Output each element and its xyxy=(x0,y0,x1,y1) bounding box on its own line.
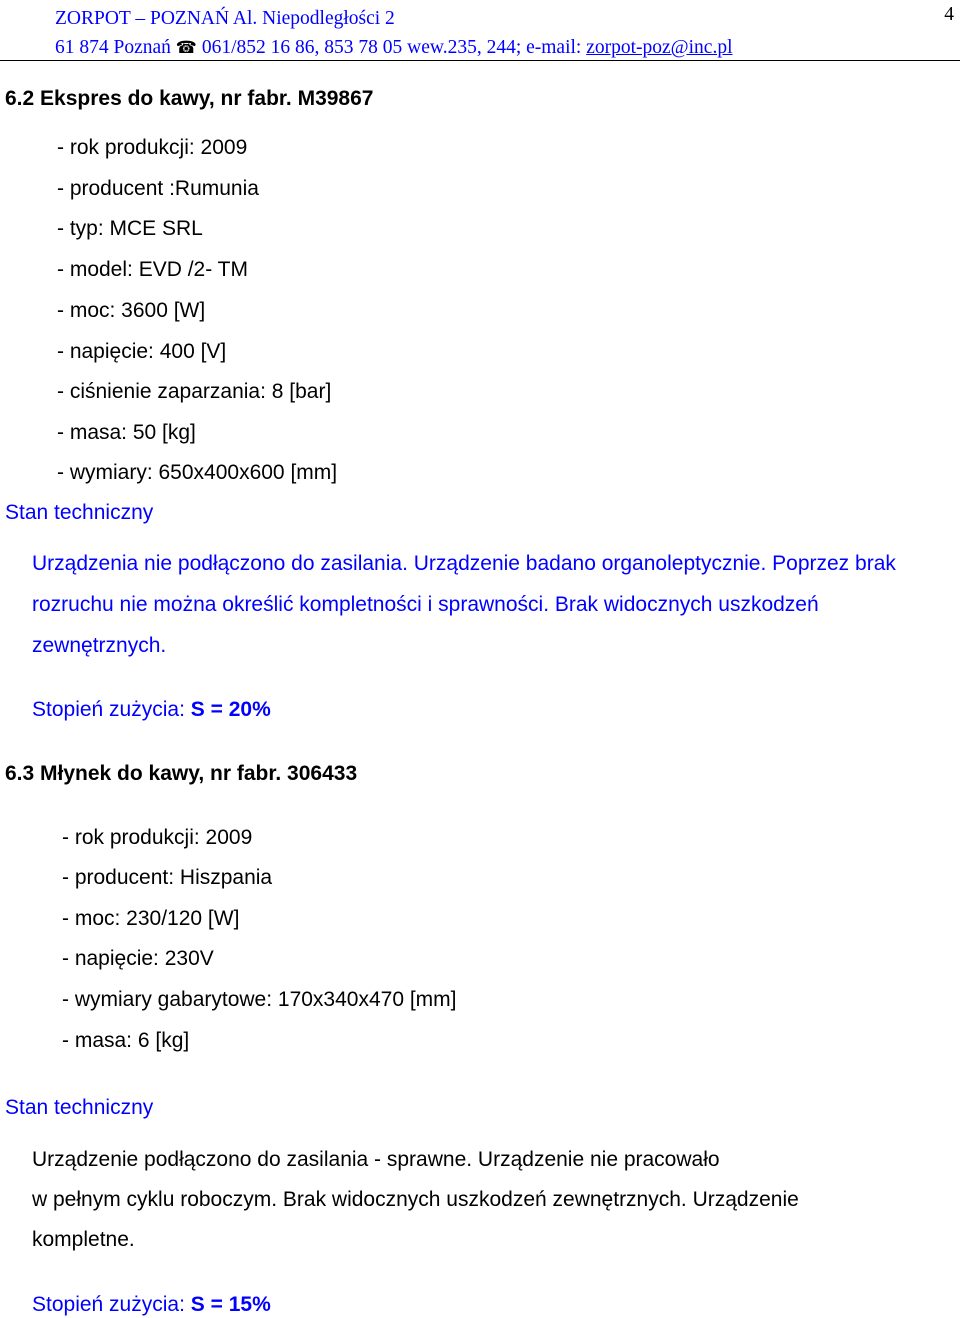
state-description: Urządzenia nie podłączono do zasilania. Urządzenie badano organoleptycznie. Poprzez brak rozruchu nie można określić kompletności i sprawności. Brak widocznych uszkodzeń zewnętrznych. xyxy=(32,552,896,657)
wear-level xyxy=(32,1293,271,1317)
section-heading: 6.3 Młynek do kawy, nr fabr. 306433 xyxy=(5,762,358,785)
list-item: - model: EVD /2- TM xyxy=(57,258,248,281)
header-phones: 061/852 16 86, 853 78 05 wew.235, 244; e-mail: xyxy=(201,37,587,58)
wear-label: Stopień zużycia: xyxy=(32,1293,191,1316)
list-item: - masa: 50 [kg] xyxy=(57,421,196,444)
list-item: - masa: 6 [kg] xyxy=(62,1029,190,1052)
state-description-line: Urządzenie podłączono do zasilania - sprawne. Urządzenie nie pracowało xyxy=(32,1148,720,1171)
list-item: - producent :Rumunia xyxy=(57,177,259,200)
page-header xyxy=(55,4,955,63)
list-item: - moc: 230/120 [W] xyxy=(62,907,240,930)
state-heading: Stan techniczny xyxy=(5,501,154,524)
header-contact-line xyxy=(55,33,955,63)
list-item: - rok produkcji: 2009 xyxy=(62,826,253,849)
state-description-line: w pełnym cyklu roboczym. Brak widocznych uszkodzeń zewnętrznych. Urządzenie xyxy=(32,1188,799,1211)
list-item: - ciśnienie zaparzania: 8 [bar] xyxy=(57,380,332,403)
state-heading: Stan techniczny xyxy=(5,1096,154,1119)
list-item: - producent: Hiszpania xyxy=(62,866,273,889)
list-item: - napięcie: 230V xyxy=(62,947,214,970)
list-item: - wymiary gabarytowe: 170x340x470 [mm] xyxy=(62,988,457,1011)
header-address-line: ZORPOT – POZNAŃ Al. Niepodległości 2 xyxy=(55,8,395,29)
header-city: 61 874 Poznań xyxy=(55,37,171,58)
header-divider xyxy=(0,60,960,61)
wear-value: S = 20% xyxy=(190,698,271,721)
wear-value: S = 15% xyxy=(190,1293,271,1316)
list-item: - napięcie: 400 [V] xyxy=(57,340,227,363)
state-description-line: kompletne. xyxy=(32,1228,135,1251)
list-item: - typ: MCE SRL xyxy=(57,217,203,240)
section-heading: 6.2 Ekspres do kawy, nr fabr. M39867 xyxy=(5,87,374,110)
wear-level xyxy=(32,698,271,722)
telephone-icon: ☎ xyxy=(175,38,197,58)
email-link[interactable]: zorpot-poz@inc.pl xyxy=(586,37,733,58)
wear-label: Stopień zużycia: xyxy=(32,698,191,721)
list-item: - moc: 3600 [W] xyxy=(57,299,206,322)
list-item: - rok produkcji: 2009 xyxy=(57,136,248,159)
page-number: 4 xyxy=(944,4,954,25)
list-item: - wymiary: 650x400x600 [mm] xyxy=(57,461,338,484)
